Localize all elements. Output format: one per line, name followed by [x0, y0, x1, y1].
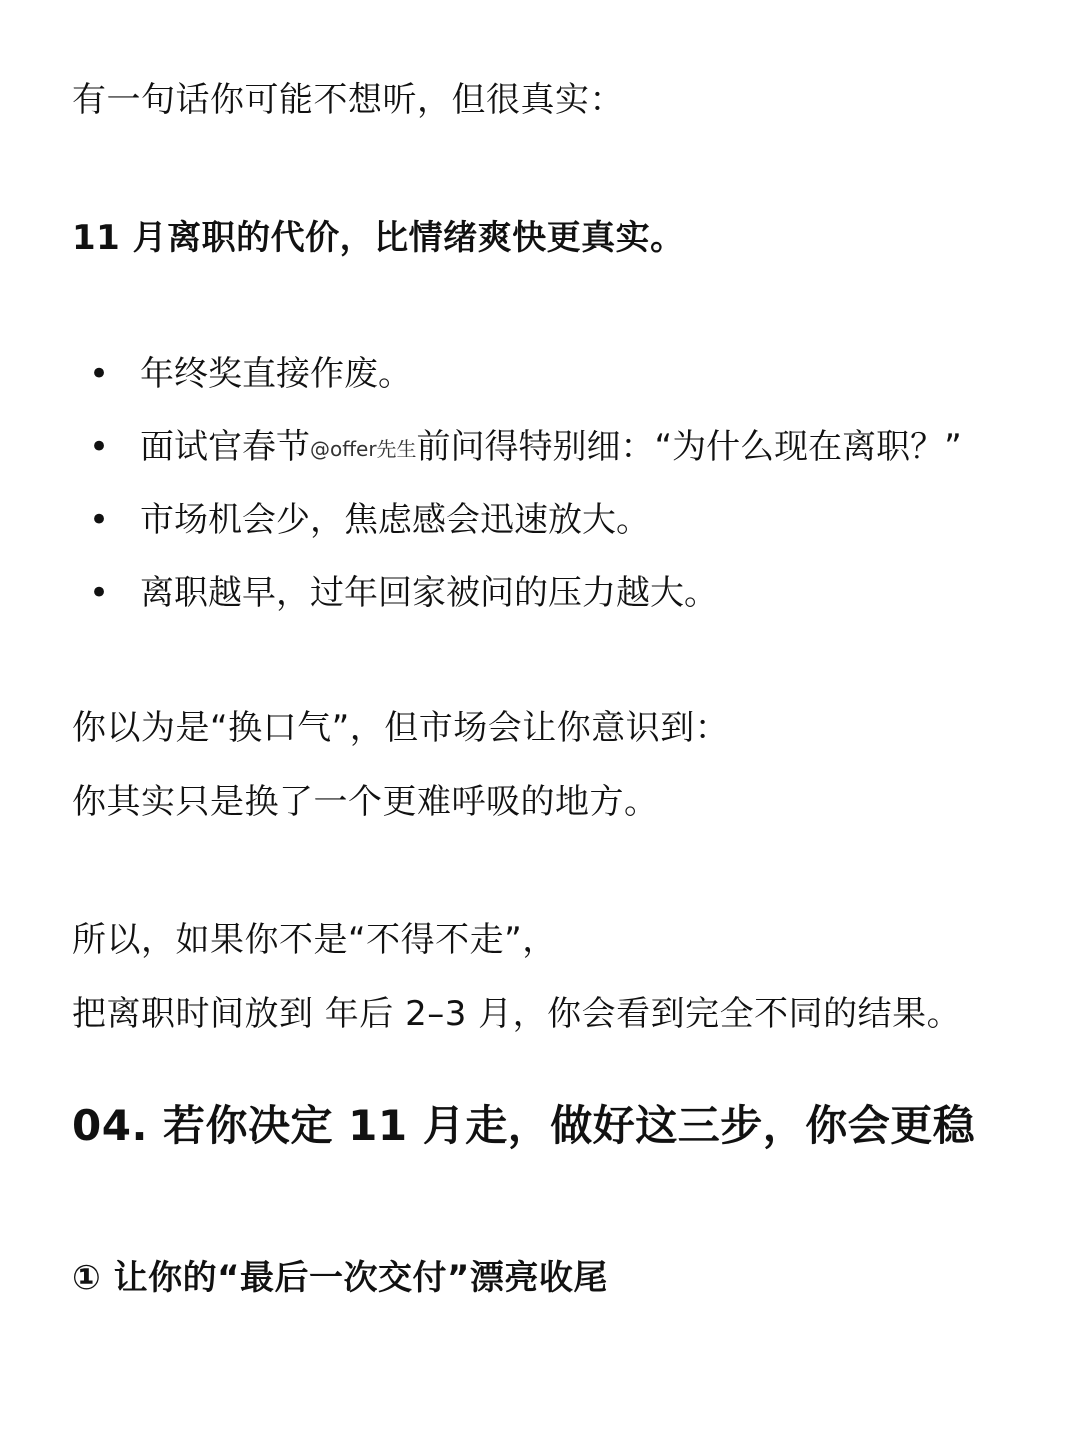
paragraph-line: 所以，如果你不是“不得不走”， — [72, 920, 557, 960]
bullet-text: 离职越早，过年回家被问的压力越大。 — [140, 573, 718, 613]
headline: 11 月离职的代价，比情绪爽快更真实。 — [72, 218, 685, 258]
sub-title: ① 让你的“最后一次交付”漂亮收尾 — [72, 1258, 608, 1298]
intro-text: 有一句话你可能不想听，但很真实： — [72, 80, 624, 120]
paragraph-line: 你以为是“换口气”，但市场会让你意识到： — [72, 708, 730, 748]
bullet-icon: • — [88, 573, 110, 613]
section-title: 04. 若你决定 11 月走，做好这三步，你会更稳 — [72, 1101, 976, 1150]
watermark-text: @offer先生 — [310, 437, 417, 461]
bullet-icon: • — [88, 427, 110, 467]
paragraph-line: 你其实只是换了一个更难呼吸的地方。 — [72, 782, 659, 822]
paragraph-line: 把离职时间放到 年后 2–3 月，你会看到完全不同的结果。 — [72, 994, 962, 1034]
bullet-icon: • — [88, 500, 110, 540]
bullet-text: 市场机会少，焦虑感会迅速放大。 — [140, 500, 650, 540]
bullet-icon: • — [88, 354, 110, 394]
bullet-text: 面试官春节@offer先生前问得特别细：“为什么现在离职？” — [140, 427, 962, 467]
bullet-text: 年终奖直接作废。 — [140, 354, 412, 394]
